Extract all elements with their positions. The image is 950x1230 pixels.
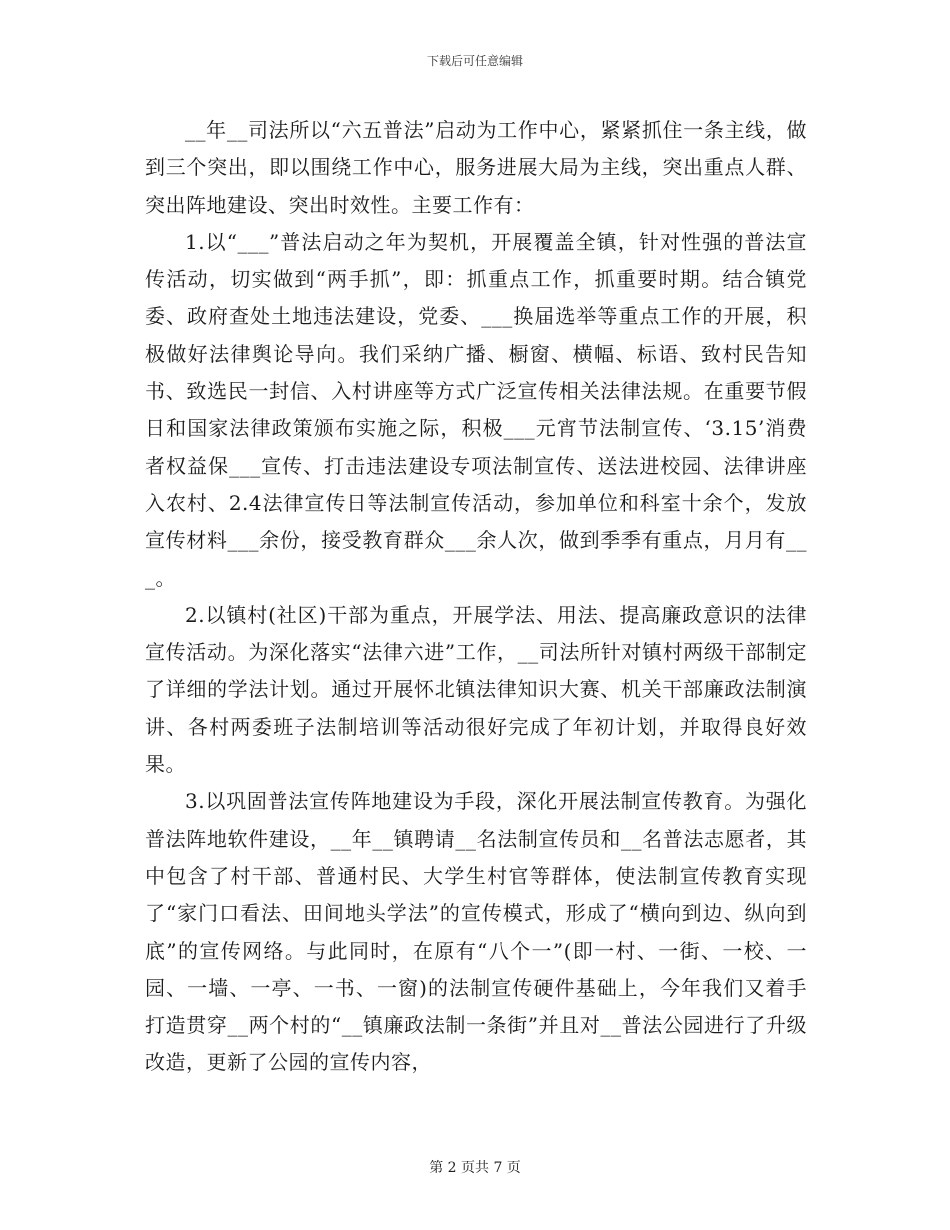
- document-body: [145, 112, 807, 1082]
- page-number: 第 2 页共 7 页: [429, 1160, 521, 1176]
- paragraph-intro: __年__司法所以“六五普法”启动为工作中心，紧紧抓住一条主线，做到三个突出，即以围绕工作中心，服务进展大局为主线，突出重点人群、突出阵地建设、突出时效性。主要工作有：: [145, 118, 807, 217]
- paragraph-item-2: 2.以镇村(社区)干部为重点，开展学法、用法、提高廉政意识的法律宣传活动。为深化落实“法律六进”工作，__司法所针对镇村两级干部制定了详细的学法计划。通过开展怀北镇法律知识大赛、机关干部廉政法制演讲、各村两委班子法制培训等活动很好完成了年初计划，并取得良好效果。: [145, 602, 807, 777]
- paragraph-item-1: 1.以“___”普法启动之年为契机，开展覆盖全镇，针对性强的普法宣传活动，切实做到“两手抓”，即：抓重点工作，抓重要时期。结合镇党委、政府查处土地违法建设，党委、___换届选举等重点工作的开展，积极做好法律舆论导向。我们采纳广播、橱窗、横幅、标语、致村民告知书、致选民一封信、入村讲座等方式广泛宣传相关法律法规。在重要节假日和国家法律政策颁布实施之际，积极___元宵节法制宣传、‘3.15’消费者权益保___宣传、打击违法建设专项法制宣传、送法进校园、法律讲座入农村、2.4法律宣传日等法制宣传活动，参加单位和科室十余个，发放宣传材料___余份，接受教育群众___余人次，做到季季有重点，月月有___。: [145, 229, 807, 590]
- paragraph-item-3: 3.以巩固普法宣传阵地建设为手段，深化开展法制宣传教育。为强化普法阵地软件建设，__年__镇聘请__名法制宣传员和__名普法志愿者，其中包含了村干部、普通村民、大学生村官等群体，使法制宣传教育实现了“家门口看法、田间地头学法”的宣传模式，形成了“横向到边、纵向到底”的宣传网络。与此同时，在原有“八个一”(即一村、一街、一校、一园、一墙、一亭、一书、一窗)的法制宣传硬件基础上，今年我们又着手打造贯穿__两个村的“__镇廉政法制一条街”并且对__普法公园进行了升级改造，更新了公园的宣传内容，: [145, 789, 807, 1075]
- header-note: 下载后可任意编辑: [426, 54, 523, 68]
